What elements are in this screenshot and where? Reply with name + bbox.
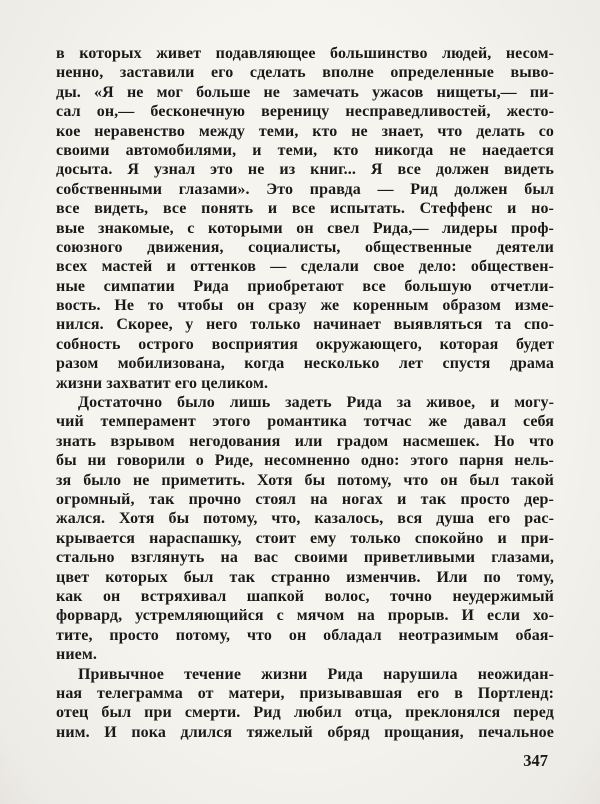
- text-line: своими автомобилями, и теми, кто никогда не наедается: [56, 141, 554, 159]
- text-line: союзного движения, социалисты, общественные деятели: [56, 238, 554, 256]
- text-line: вость. Не то чтобы он сразу же коренным образом изме-: [56, 297, 554, 315]
- text-line: Привычное течение жизни Рида нарушила неожидан-: [78, 665, 554, 683]
- text-line: вые знакомые, с которыми он свел Рида,— лидеры проф-: [56, 219, 554, 237]
- text-line: сал он,— бесконечную вереницу несправедливостей, жесто-: [56, 103, 554, 121]
- text-line: досыта. Я узнал это не из книг... Я все должен видеть: [56, 161, 554, 179]
- text-line: собность острого восприятия окружающего, которая будет: [56, 335, 554, 353]
- text-line: крывается нараспашку, стоит ему только спокойно и при-: [56, 529, 554, 547]
- text-line: стально взглянуть на вас своими приветливыми глазами,: [56, 549, 554, 567]
- text-line: зя было не приметить. Хотя бы потому, что он был такой: [56, 471, 554, 489]
- text-line: в которых живет подавляющее большинство людей, несом-: [56, 45, 554, 62]
- text-line: отец был при смерти. Рид любил отца, преклонялся перед: [56, 704, 554, 722]
- text-line: форвард, устремляющийся с мячом на прорыв. И если хо-: [56, 607, 554, 625]
- text-line: нился. Скорее, у него только начинает выявляться та спо-: [56, 316, 554, 334]
- text-line: огромный, так прочно стоял на ногах и так просто дер-: [56, 490, 554, 508]
- text-line: всех мастей и оттенков — сделали свое дело: обществен-: [56, 258, 554, 276]
- text-line: ные симпатии Рида приобретают все большую отчетли-: [56, 277, 554, 295]
- text-line: знать взрывом негодования или градом насмешек. Но что: [56, 432, 554, 450]
- text-line: собственными глазами». Это правда — Рид должен был: [56, 180, 554, 198]
- text-line: Достаточно было лишь задеть Рида за живое, и могу-: [78, 394, 554, 412]
- text-line: жизни захватит его целиком.: [56, 374, 269, 392]
- text-line: бы ни говорили о Риде, несомненно одно: этого парня нель-: [56, 452, 554, 470]
- text-line: ненно, заставили его сделать вполне определенные выво-: [56, 64, 554, 82]
- text-line: тите, просто потому, что он обладал неотразимым обая-: [56, 626, 554, 644]
- page-number: 347: [523, 751, 548, 770]
- text-line: нием.: [56, 646, 97, 664]
- text-block: [56, 44, 554, 742]
- text-line: ним. И пока длился тяжелый обряд прощания, печальное: [56, 723, 554, 741]
- text-line: как он встряхивал шапкой волос, точно неудержимый: [56, 587, 554, 605]
- text-line: разом мобилизована, когда несколько лет спустя драма: [56, 355, 554, 373]
- text-line: ная телеграмма от матери, призывавшая его в Портленд:: [56, 684, 554, 702]
- text-line: цвет которых был так странно изменчив. Или по тому,: [56, 568, 554, 586]
- text-line: чий темперамент этого романтика тотчас же давал себя: [56, 413, 554, 431]
- text-line: все видеть, все понять и все испытать. Стеффенс и но-: [56, 200, 554, 218]
- text-line: кое неравенство между теми, кто не знает, что делать со: [56, 122, 554, 140]
- text-line: жался. Хотя бы потому, что, казалось, вся душа его рас-: [56, 510, 554, 528]
- text-line: ды. «Я не мог больше не замечать ужасов нищеты,— пи-: [56, 83, 554, 101]
